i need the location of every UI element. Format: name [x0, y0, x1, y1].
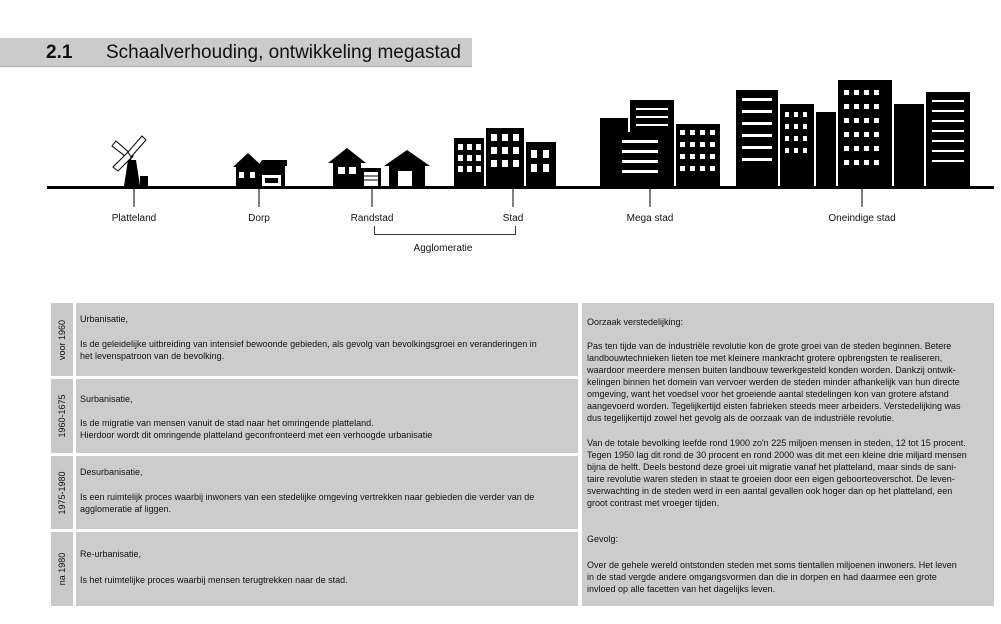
- cause-paragraph: Pas ten tijde van de industriële revolutie kon de grote groei van de steden beginnen. Betere landbouwtechnieken lieten toe met kleinere mankracht grotere opbrengsten te realiseren, waardoor meerdere mensen buiten landbouw tewerkgesteld konden worden. Dankzij ontwik- kelingen binnen het domein van vervoer werden de steden minder afhankelijk van hun directe omgeving, want het voedsel voor het groeiende aantal stedelingen kon van grotere afstand aangevoerd worden. Tegelijkertijd eisten fabrieken steeds meer arbeiders. Verstedelijking was dus tegelijkertijd zowel het gevolg als de oorzaak van de industriële revolutie.: [587, 341, 961, 423]
- period-text-box: [76, 532, 578, 606]
- section-title: Schaalverhouding, ontwikkeling megastad: [106, 42, 461, 63]
- period-years-tab: [51, 379, 73, 453]
- stage-label: Stad: [502, 213, 524, 224]
- period-body: Is het ruimtelijke proces waarbij mensen terugtrekken naar de stad.: [80, 575, 348, 585]
- city-buildings-icon: [454, 128, 556, 186]
- village-house-icon: [233, 153, 287, 186]
- period-heading: Urbanisatie,: [80, 314, 129, 324]
- period-years: na 1980: [57, 552, 67, 586]
- urbanization-info-box: [582, 303, 994, 606]
- period-years: 1960-1675: [57, 394, 67, 438]
- period-row: [51, 532, 578, 606]
- period-years-tab: [51, 303, 73, 376]
- agglomeration-bracket: [374, 226, 516, 235]
- ground-line: [47, 186, 994, 189]
- effect-heading: Gevolg:: [587, 534, 619, 544]
- period-heading: Re-urbanisatie,: [80, 549, 142, 559]
- agglomeration-label: Agglomeratie: [413, 243, 473, 254]
- cause-heading: Oorzaak verstedelijking:: [587, 317, 684, 327]
- stage-label: Dorp: [248, 213, 270, 224]
- timeline-ticks: [134, 189, 862, 207]
- period-heading: Desurbanisatie,: [80, 467, 143, 477]
- population-paragraph: Van de totale bevolking leefde rond 1900 zo'n 225 miljoen mensen in steden, 12 tot 15 procent. Tegen 1950 lag dit rond de 30 procent en rond 2000 was dit met een kleine drie miljard mensen bijna de helft. Deels bestond deze groei uit migratie vanaf het platteland, maar sinds de sani- taire revolutie waren steden in staat te groeien door een eigen geboorteoverschot. De leven- sverwachting in de steden werd in een aantal gevallen ook hoger dan op het platteland, een groot contrast met vroeger tijden.: [587, 438, 967, 508]
- period-years-tab: [51, 532, 73, 606]
- period-text-box: [76, 379, 578, 453]
- period-heading: Surbanisatie,: [80, 394, 133, 404]
- period-text-box: [76, 303, 578, 376]
- period-row: [51, 303, 578, 376]
- period-years: voor 1960: [57, 319, 67, 360]
- period-body: Is de migratie van mensen vanuit de stad naar het omringende platteland. Hierdoor wordt dit omringende platteland geconfronteerd met een verhoogde urbanisatie: [80, 418, 433, 440]
- suburban-houses-icon: [328, 148, 430, 186]
- stage-label: Randstad: [350, 213, 394, 224]
- effect-paragraph: Over de gehele wereld ontstonden steden met soms tientallen miljoenen inwoners. Het leven in de stad vergde andere omgangsvormen dan die in dorpen en had daarmee een grote invloed op alle facetten van het dagelijks leven.: [587, 560, 957, 594]
- period-body: Is een ruimtelijk proces waarbij inwoners van een stedelijke omgeving vertrekken naar gebieden die verder van de agglomeratie af liggen.: [80, 492, 535, 514]
- period-years-tab: [51, 456, 73, 529]
- period-row: [51, 379, 578, 453]
- section-title-bar: [0, 38, 472, 67]
- stage-label: Mega stad: [626, 213, 674, 224]
- stage-label: Oneindige stad: [828, 213, 896, 224]
- endless-city-buildings-icon: [736, 80, 970, 186]
- section-number: 2.1: [46, 42, 73, 63]
- windmill-icon: [112, 136, 148, 186]
- period-text-box: [76, 456, 578, 529]
- period-row: [51, 456, 578, 529]
- period-years: 1975-1980: [57, 470, 67, 515]
- period-body: Is de geleidelijke uitbreiding van intensief bewoonde gebieden, als gevolg van bevolkingsgroei en veranderingen in het levenspatroon van de bevolking.: [80, 339, 537, 361]
- stage-label: Platteland: [111, 213, 157, 224]
- mega-city-buildings-icon: [600, 100, 720, 186]
